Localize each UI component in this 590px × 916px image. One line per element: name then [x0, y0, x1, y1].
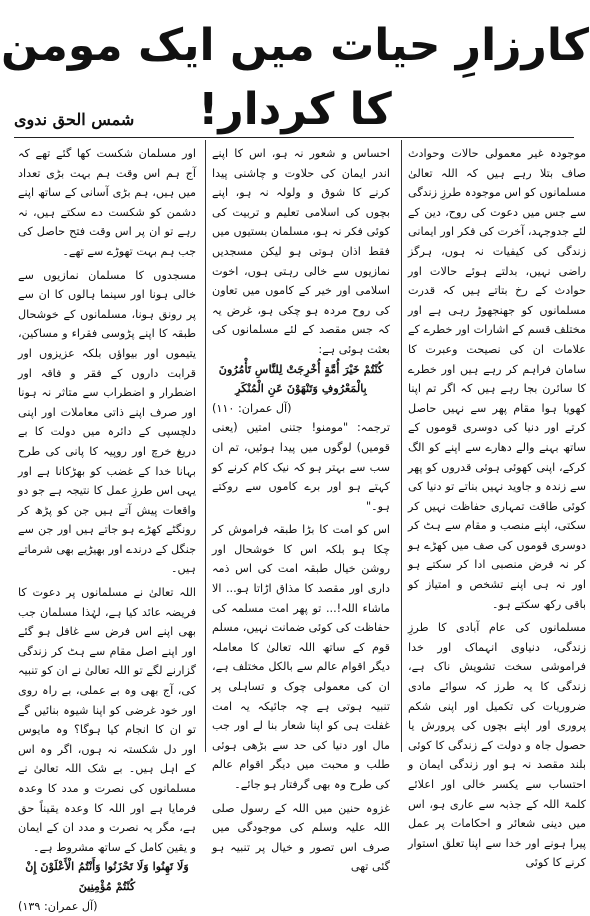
verse-translation: ترجمہ: "مومنو! جتنی امتیں (یعنی قومیں) لوگوں میں پیدا ہوئیں، تم ان سب سے بہتر ہو کہ نیک کام کرنے کو کہتے ہو اور برے کاموں سے روکتے ہو۔" — [212, 421, 390, 513]
column-divider — [401, 140, 402, 752]
paragraph: موجودہ غیر معمولی حالات وحوادث صاف بتلا رہے ہیں کہ اللہ تعالیٰ مسلمانوں کو اس موجودہ طرزِ زندگی سے جس میں دعوت کی روح، دین کے لئے جدوجہد، آخرت کی فکر اور ایمانی زندگی کی کیفیات نہ ہوں، ہرگز راضی نہیں، بدلتے ہوئے حالات اور حوادث کے رخ بتاتے ہیں کہ قدرت مسلمانوں کو جھنجھوڑ رہی ہے اور مختلف قسم کے اشارات اور خطرے کے علامات ان کی نصیحت وعبرت کا سامان فراہم کر رہے ہیں اور خطرے کا سائرن بجا رہے ہیں کہ اگر تم اپنا کھویا ہوا مقام پھر سے نہیں حاصل کرتے اور دنیا کی دوسری قوموں کے ساتھ بہنے والے دھارے سے اپنے کو الگ کرکے، اپنی کھوئی ہوئی قدروں کو پھر سے زندہ و جاوید نہیں بناتے تو دنیا کی کوئی طاقت تمہاری حفاظت نہیں کر سکتی، اپنے منصب و مقام سے ہٹ کر دوسری قوموں کی صف میں کھڑے ہو کر نہ فرض منصبی ادا کر سکتے ہو اور نہ ہی اپنے تشخص و امتیاز کو باقی رکھ سکتے ہو۔ — [408, 147, 586, 611]
verse-reference: (آل عمران: ۱۳۹) — [18, 899, 98, 913]
article-column-2 — [212, 144, 390, 874]
article-title: کارزارِ حیات میں ایک مومن کا کردار! — [1, 20, 589, 135]
paragraph: اور مسلمان شکست کھا گئے تھے کہ آج ہم اس وقت ہم بہت بڑی تعداد میں ہیں، ہم بڑی آسانی کے ساتھ اپنے دشمن کو شکست دے سکتے ہیں، نہ رہے تو ان پر اس وقت فتح حاصل کی جب ہم بہت تھوڑے سے تھے۔ — [18, 147, 196, 258]
paragraph: اللہ تعالیٰ نے مسلمانوں پر دعوت کا فریضہ عائد کیا ہے، لہٰذا مسلمان جب بھی اپنے اس فرض سے غافل ہو گئے اور اپنے اصل مقام سے ہٹ کر زندگی گزارنے لگے تو اللہ تعالیٰ نے ان کو تنبیہ کی، آج بھی وہ بے عملی، بے راہ روی اور خود غرضی کو اپنا شیوہ بنائیں گے تو ان کا انجام کیا ہوگا؟ وہ مایوس اور دل شکستہ نہ ہوں، اگر وہ اس کے اہل ہیں۔ بے شک اللہ تعالیٰ نے مسلمانوں کی نصرت و مدد کا وعدہ فرمایا ہے اور اللہ کا وعدہ یقیناً حق ہے، مگر یہ نصرت و مدد ان کے ایمان و یقین کامل کے ساتھ مشروط ہے۔ — [18, 586, 196, 854]
paragraph: غزوہ حنین میں اللہ کے رسول صلی اللہ علیہ وسلم کی موجودگی میں صرف اس تصور و خیال پر تنبیہ ہو گئی تھی — [212, 801, 390, 874]
column-divider — [205, 140, 206, 752]
quran-verse: وَلَا تَهِنُوا وَلَا تَحْزَنُوا وَأَنْتُمُ الْأَعْلَوْنَ إِنْ كُنْتُمْ مُؤْمِنِينَ — [25, 859, 189, 893]
paragraph: اس کو امت کا بڑا طبقہ فراموش کر چکا ہو بلکہ اس کا خوشحال اور روشن خیال طبقہ امت کی اس ذمہ داری اور مقصد کا مذاق اڑاتا ہو... الا ماشاء اللہ!... تو پھر امت مسلمہ کی حفاظت کی کوئی ضمانت نہیں، مسلم قوم کے ساتھ اللہ تعالیٰ کا معاملہ دیگر اقوام عالم سے بالکل مختلف ہے، ان کی معمولی چوک و تساہلی پر تنبیہ ہوتی ہے چہ جائیکہ یہ امت غفلت ہی کو اپنا شعار بنا لے اور جب مال اور دنیا کی حد سے بڑھی ہوئی طلب و محبت میں دیگر اقوام عالم کی طرح وہ بھی گرفتار ہو جائے۔ — [212, 523, 390, 791]
article-column-1 — [408, 144, 586, 870]
paragraph: احساس و شعور نہ ہو، اس کا اپنے اندر ایمان کی حلاوت و چاشنی پیدا کرنے کا شوق و ولولہ نہ ہو، اپنے بچوں کی اسلامی تعلیم و تربیت کی کوئی فکر نہ ہو، مسلمان بستیوں میں فقط اذان ہوتی ہو لیکن مسجدیں نمازیوں سے خالی رہتی ہوں، اخوت اسلامی اور خیر کے کاموں میں تعاون کی روح مردہ ہو چکی ہو، غرض یہ کہ جس مقصد کے لئے مسلمانوں کی بعثت ہوئی ہے: — [212, 147, 390, 356]
header-divider — [14, 137, 574, 138]
verse-reference: (آل عمران: ۱۱۰) — [212, 401, 292, 415]
author-byline: شمس الحق ندوی — [14, 110, 135, 129]
paragraph: مسلمانوں کی عام آبادی کا طرزِ زندگی، دنیاوی انہماک اور خدا فراموشی سخت تشویش ناک ہے، زندگی کا یہ طرز کہ سوائے مادی ضروریات کی تکمیل اور اپنی شکم پروری اور اپنے بچوں کی پرورش یا حصول جاہ و دولت کے زندگی کا کوئی بلند مقصد نہ ہو اور زندگی ایمان و احتساب سے یکسر خالی اور اعلائے کلمۃ اللہ کے جذبہ سے عاری ہو، اس میں دینی شعائر و احکامات پر عمل پیرا ہونے اور خدا سے اپنا تعلق استوار کرنے کا کوئی — [408, 621, 586, 870]
article-column-3 — [18, 144, 196, 913]
quran-verse: كُنْتُمْ خَيْرَ أُمَّةٍ أُخْرِجَتْ لِلنَّاسِ تَأْمُرُونَ بِالْمَعْرُوفِ وَتَنْهَوْنَ عَنِ الْمُنْكَرِ — [218, 361, 384, 396]
paragraph: مسجدوں کا مسلمان نمازیوں سے خالی ہونا اور سینما ہالوں کا ان سے پر رونق ہونا، مسلمانوں کے خوشحال طبقہ کا اپنے پڑوسی فقراء و مساکین، یتیموں اور بیواؤں بلکہ عزیزوں اور قرابت داروں کے فقر و فاقہ اور اضطرار و اضطراب سے متاثر نہ ہونا اور صرف اپنے ذاتی معاملات اور اپنی دلچسپی کے دائرہ میں دولت کا بے دریغ خرچ اور روپیہ کا پانی کی طرح بہانا خدا کے غضب کو بھڑکانا ہے اور یہی اس طرزِ عمل کا نتیجہ ہے جو دو واقعات پیش آتے ہیں جن کو پڑھ کر رونگٹے کھڑے ہو جاتے ہیں اور جن سے جنگل کے درندے اور بھیڑیے بھی شرماتے ہیں۔ — [18, 268, 196, 576]
